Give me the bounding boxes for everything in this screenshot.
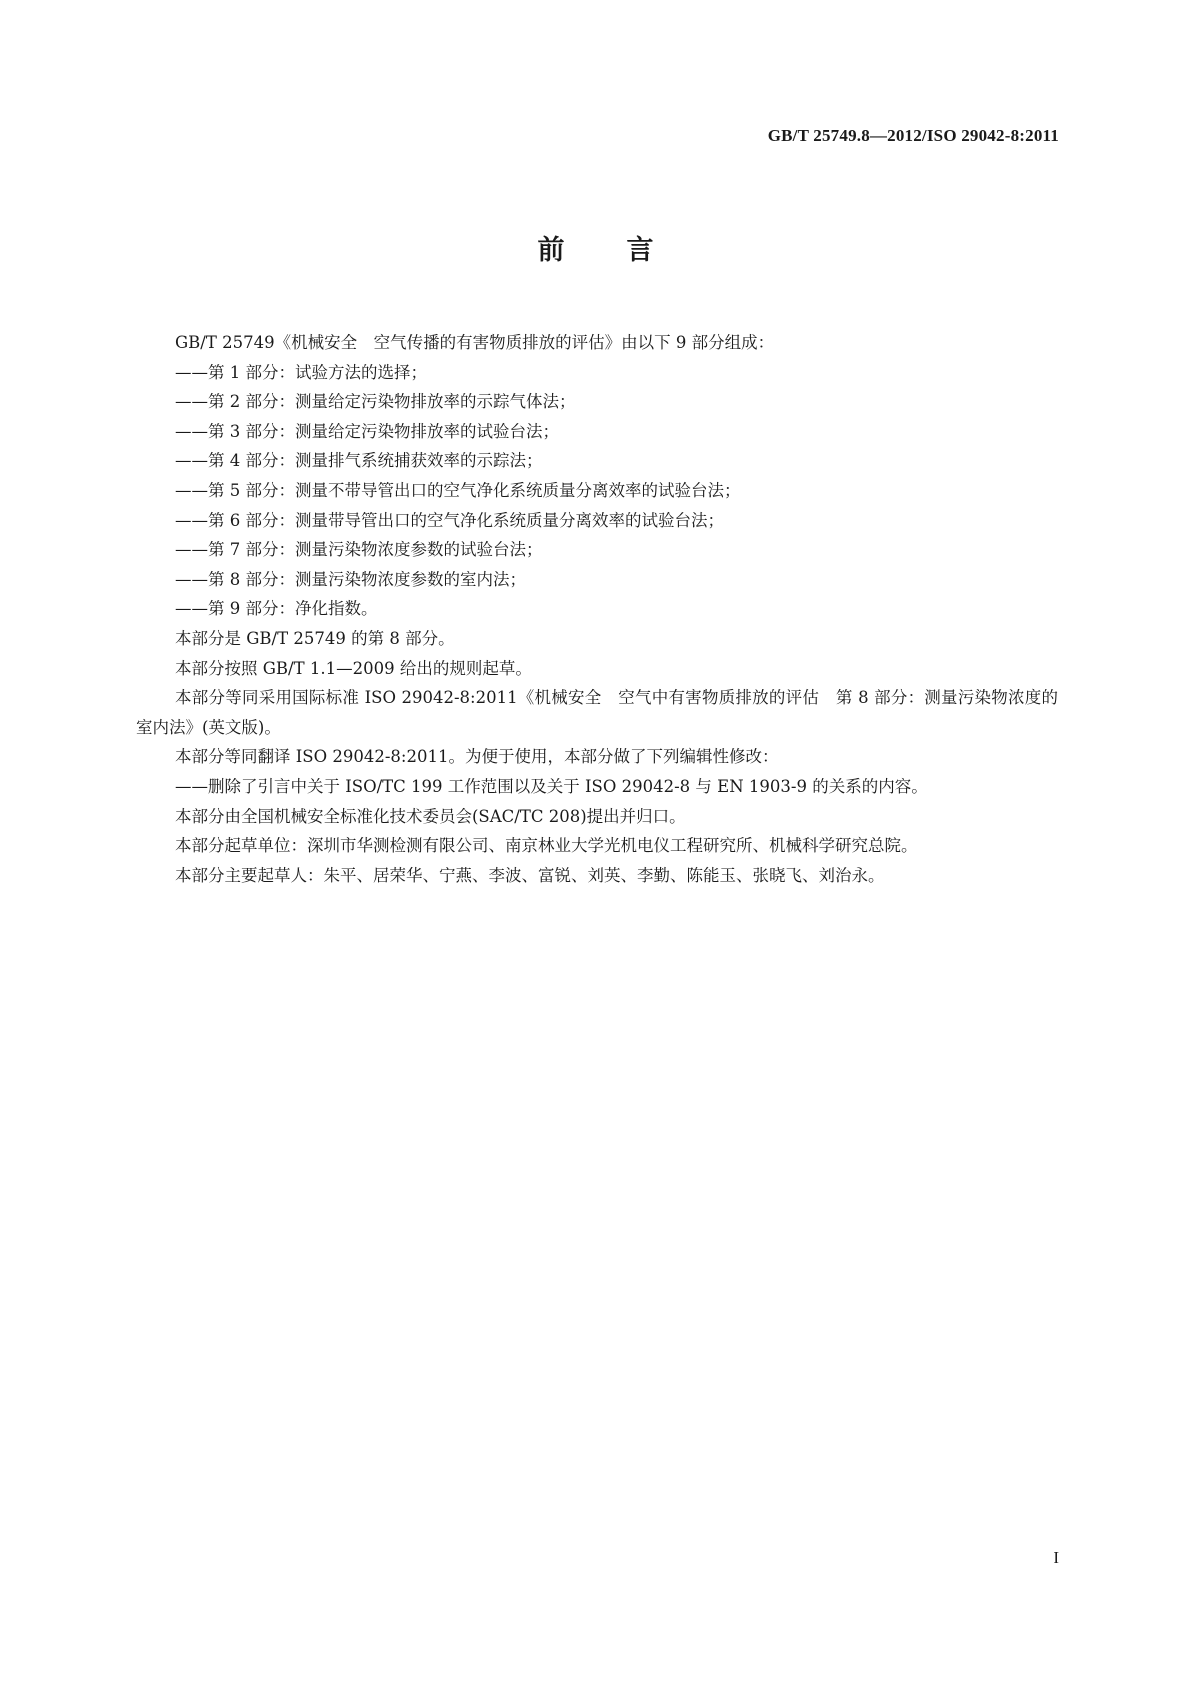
- part-of-paragraph: 本部分是 GB/T 25749 的第 8 部分。: [175, 628, 455, 648]
- page-title: 前言: [537, 235, 716, 266]
- drafters-paragraph: 本部分主要起草人：朱平、居荣华、宁燕、李波、富锐、刘英、李勤、陈能玉、张晓飞、刘治永。: [175, 865, 885, 885]
- foreword-body: [136, 328, 1058, 890]
- part-list-item: ——第 9 部分：净化指数。: [175, 599, 378, 619]
- part-list-item: ——第 6 部分：测量带导管出口的空气净化系统质量分离效率的试验台法；: [175, 510, 724, 530]
- standard-code-header: GB/T 25749.8—2012/ISO 29042-8:2011: [767, 126, 1059, 145]
- page-number: I: [1053, 1548, 1059, 1567]
- part-list-item: ——第 7 部分：测量污染物浓度参数的试验台法；: [175, 540, 543, 560]
- part-list-item: ——第 1 部分：试验方法的选择；: [175, 362, 427, 382]
- part-list-item: ——第 5 部分：测量不带导管出口的空气净化系统质量分离效率的试验台法；: [175, 480, 741, 500]
- equivalent-adoption-paragraph: 本部分等同采用国际标准 ISO 29042-8:2011《机械安全 空气中有害物质排放的评估 第 8 部分：测量污染物浓度的室内法》(英文版)。: [136, 688, 1058, 737]
- part-list-item: ——第 4 部分：测量排气系统捕获效率的示踪法；: [175, 451, 543, 471]
- part-list-item: ——第 8 部分：测量污染物浓度参数的室内法；: [175, 569, 526, 589]
- proposed-by-paragraph: 本部分由全国机械安全标准化技术委员会(SAC/TC 208)提出并归口。: [175, 806, 686, 826]
- part-list-item: ——第 3 部分：测量给定污染物排放率的试验台法；: [175, 421, 559, 441]
- modification-list-item: ——删除了引言中关于 ISO/TC 199 工作范围以及关于 ISO 29042-8 与 EN 1903-9 的关系的内容。: [175, 776, 928, 796]
- part-list-item: ——第 2 部分：测量给定污染物排放率的示踪气体法；: [175, 392, 576, 412]
- translation-paragraph: 本部分等同翻译 ISO 29042-8:2011。为便于使用，本部分做了下列编辑性修改：: [175, 747, 779, 767]
- drafting-rules-paragraph: 本部分按照 GB/T 1.1—2009 给出的规则起草。: [175, 658, 532, 678]
- drafting-units-paragraph: 本部分起草单位：深圳市华测检测有限公司、南京林业大学光机电仪工程研究所、机械科学研究总院。: [175, 836, 918, 856]
- intro-paragraph: GB/T 25749《机械安全 空气传播的有害物质排放的评估》由以下 9 部分组成：: [175, 333, 775, 352]
